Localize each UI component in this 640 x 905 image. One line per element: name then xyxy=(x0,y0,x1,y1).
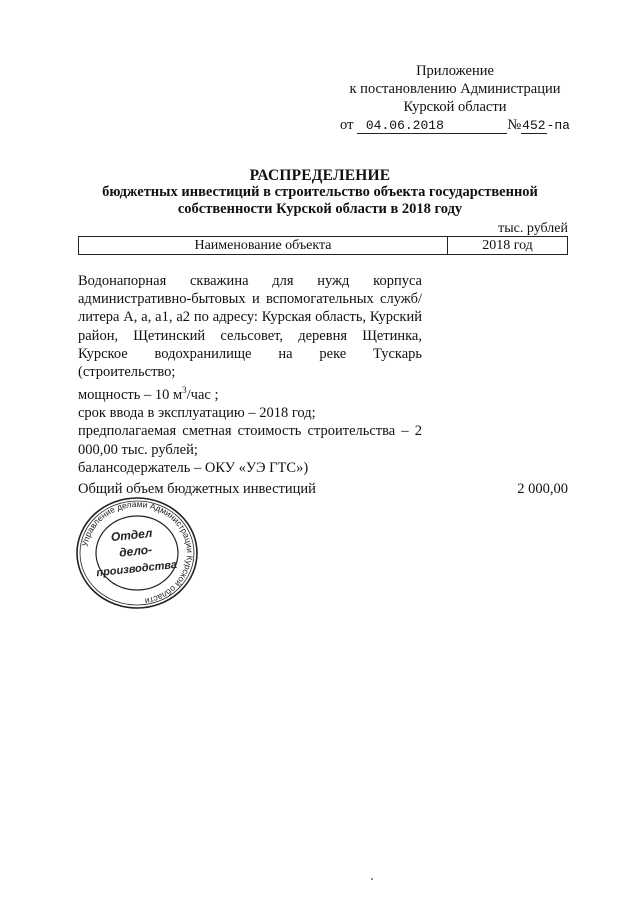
total-value: 2 000,00 xyxy=(517,481,568,497)
resolution-ref: к постановлению Администрации xyxy=(349,81,561,97)
region-name: Курской области xyxy=(403,99,507,115)
total-label: Общий объем бюджетных инвестиций xyxy=(78,481,316,497)
units-label: тыс. рублей xyxy=(498,221,568,236)
object-name: Водонапорная скважина для нужд корпуса административно-бытовых и вспомогательных служб/литера А, а, а1, а2 по адресу: Курская область, Курский район, Щетинский сельсовет, деревня Щетинка, Курское водохранилище на реке Тускарь (строительство; xyxy=(78,273,422,381)
date-prefix: от xyxy=(340,117,354,133)
title-sub-2: собственности Курской области в 2018 году xyxy=(177,201,463,217)
appendix-header xyxy=(330,62,580,135)
date-number-line xyxy=(330,116,580,135)
resolution-date: 04.06.2018 xyxy=(357,118,507,134)
scan-speck xyxy=(371,878,373,880)
office-stamp xyxy=(74,496,200,610)
column-object-name: Наименование объекта xyxy=(79,237,448,255)
resolution-number: 452 xyxy=(522,118,546,133)
stamp-line-3: производства xyxy=(95,558,178,580)
document-title xyxy=(60,167,580,218)
stamp-ring-text: Управление делами Администрации Курской области xyxy=(79,498,196,607)
stamp-line-2: дело- xyxy=(118,542,153,560)
number-prefix: № xyxy=(507,117,522,133)
table-header xyxy=(78,236,568,255)
title-main: РАСПРЕДЕЛЕНИЕ xyxy=(249,167,391,184)
appendix-label: Приложение xyxy=(416,63,494,79)
object-description xyxy=(78,272,422,477)
column-year: 2018 год xyxy=(448,237,568,255)
object-holder: балансодержатель – ОКУ «УЭ ГТС») xyxy=(78,459,309,476)
object-capacity: мощность – 10 $м^3$/час ; xyxy=(78,385,219,404)
object-commissioning: срок ввода в эксплуатацию – 2018 год; xyxy=(78,405,316,422)
object-estimated-cost: предполагаемая сметная стоимость строительства – 2 000,00 тыс. рублей; xyxy=(78,423,422,458)
stamp-line-1: Отдел xyxy=(110,525,153,545)
number-suffix: -па xyxy=(546,118,570,133)
title-sub-1: бюджетных инвестиций в строительство объекта государственной xyxy=(102,184,538,200)
